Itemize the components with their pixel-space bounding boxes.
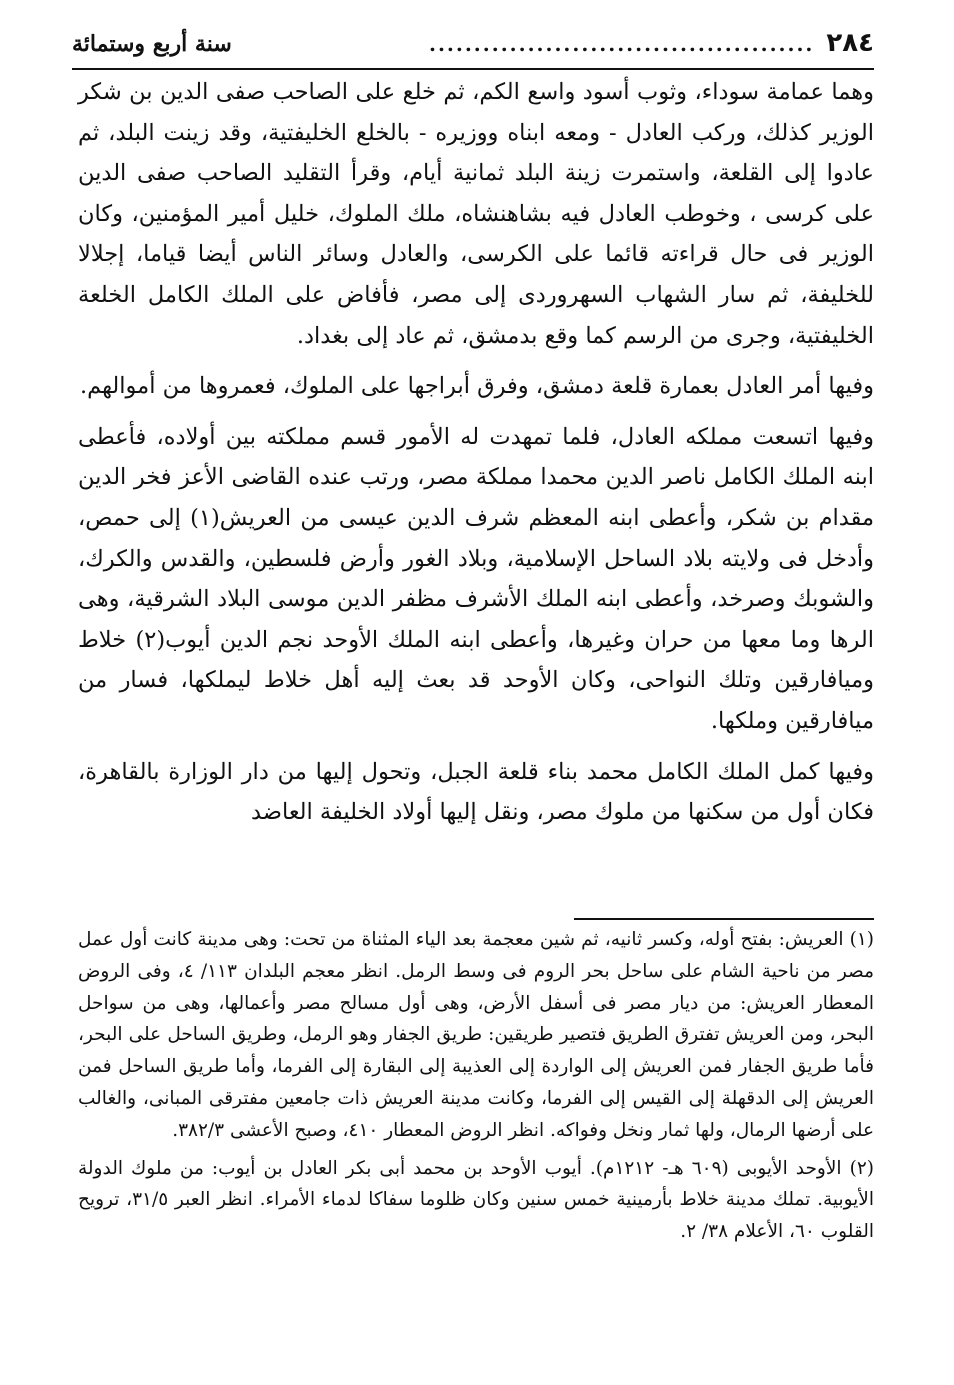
footnote-1: (١) العريش: بفتح أوله، وكسر ثانيه، ثم شين معجمة بعد الياء المثناة من تحت: وهى مدينة كانت أول عمل مصر من ناحية الشام على ساحل بحر الروم فى وسط الرمل. انظر معجم البلدان ١١٣/ ٤، وفى الروض المعطار العريش: من ديار مصر فى أسفل الأرض، وهى أول مسالح مصر وأعمالها، وهى من سواحل البحر، ومن العريش تفترق الطريق فتصير طريقين: طريق الجفار وهو الرمل، وطريق الساحل على البحر، فأما طريق الجفار فمن العريش إلى الواردة إلى العذيبة إلى البقارة إلى الفرما، وأما طريق الساحل فمن العريش إلى الدقهلة إلى القيس إلى الفرما، وكانت مدينة العريش ذات جامعين مفترقى المبانى، والغالب على أرضها الرمال، ولها ثمار ونخل وفواكه. انظر الروض المعطار ٤١٠، وصبح الأعشى ٣٨٢/٣. [78, 929, 874, 1141]
running-title: سنة أربع وستمائة [72, 31, 232, 57]
paragraph: وفيها اتسعت مملكه العادل، فلما تمهدت له الأمور قسم مملكته بين أولاده، فأعطى ابنه الملك الكامل ناصر الدين محمدا مملكة مصر، ورتب عنده القاضى الأعز فخر الدين مقدام بن شكر، وأعطى ابنه المعظم شرف الدين عيسى من العريش(١) إلى حمص، وأدخل فى ولايته بلاد الساحل الإسلامية، وبلاد الغور وأرض فلسطين، والقدس والكرك، والشوبك وصرخد، وأعطى ابنه الملك الأشرف مظفر الدين موسى البلاد الشرقية، وهى الرها وما معها من حران وغيرها، وأعطى ابنه الملك الأوحد نجم الدين أيوب(٢) خلاط وميافارقين وتلك النواحى، وكان الأوحد قد بعث إليه أهل خلاط ليملكها، فسار من ميافارقين وملكها. [78, 423, 875, 734]
paragraph: وفيها أمر العادل بعمارة قلعة دمشق، وفرق أبراجها على الملوك، فعمروها من أموالهم. [79, 373, 874, 400]
page-header [72, 28, 874, 70]
paragraph: وفيها كمل الملك الكامل محمد بناء قلعة الجبل، وتحول إليها من دار الوزارة بالقاهرة، فكان أول من سكنها من ملوك مصر، ونقل إليها أولاد الخليفة العاضد [78, 758, 874, 826]
page-number: ٢٨٤ [826, 28, 874, 58]
footnotes [78, 924, 874, 1248]
footnote-2: (٢) الأوحد الأيوبى (٦٠٩ هـ- ١٢١٢م). أيوب الأوحد بن محمد أبى بكر العادل بن أيوب: من ملوك الدولة الأيوبية. تملك مدينة خلاط بأرمينية خمس سنين وكان ظلوما سفاكا لدماء الأمراء. انظر العبر ٣١/٥، ترويح القلوب ٦٠، الأعلام ٣٨/ ٢. [78, 1157, 874, 1243]
footnote-separator [574, 918, 874, 920]
main-text [78, 72, 874, 833]
paragraph: وهما عمامة سوداء، وثوب أسود واسع الكم، ثم خلع على الصاحب صفى الدين بن شكر الوزير كذلك، وركب العادل - ومعه ابناه ووزيره - بالخلع الخليفتية، وقد زينت البلد، ثم عادوا إلى القلعة، واستمرت زينة البلد ثمانية أيام، وقرأ التقليد الصاحب صفى الدين على كرسى ، وخوطب العادل فيه بشاهنشاه، ملك الملوك، خليل أمير المؤمنين، وكان الوزير فى حال قراءته قائما على الكرسى، والعادل وسائر الناس أيضا قياما، إجلالا للخليفة، ثم سار الشهاب السهروردى إلى مصر، فأفاض على الملك الكامل الخلعة الخليفتية، وجرى من الرسم كما وقع بدمشق، ثم عاد إلى بغداد. [78, 79, 874, 349]
header-leader-dots: ........................................... [428, 32, 815, 56]
